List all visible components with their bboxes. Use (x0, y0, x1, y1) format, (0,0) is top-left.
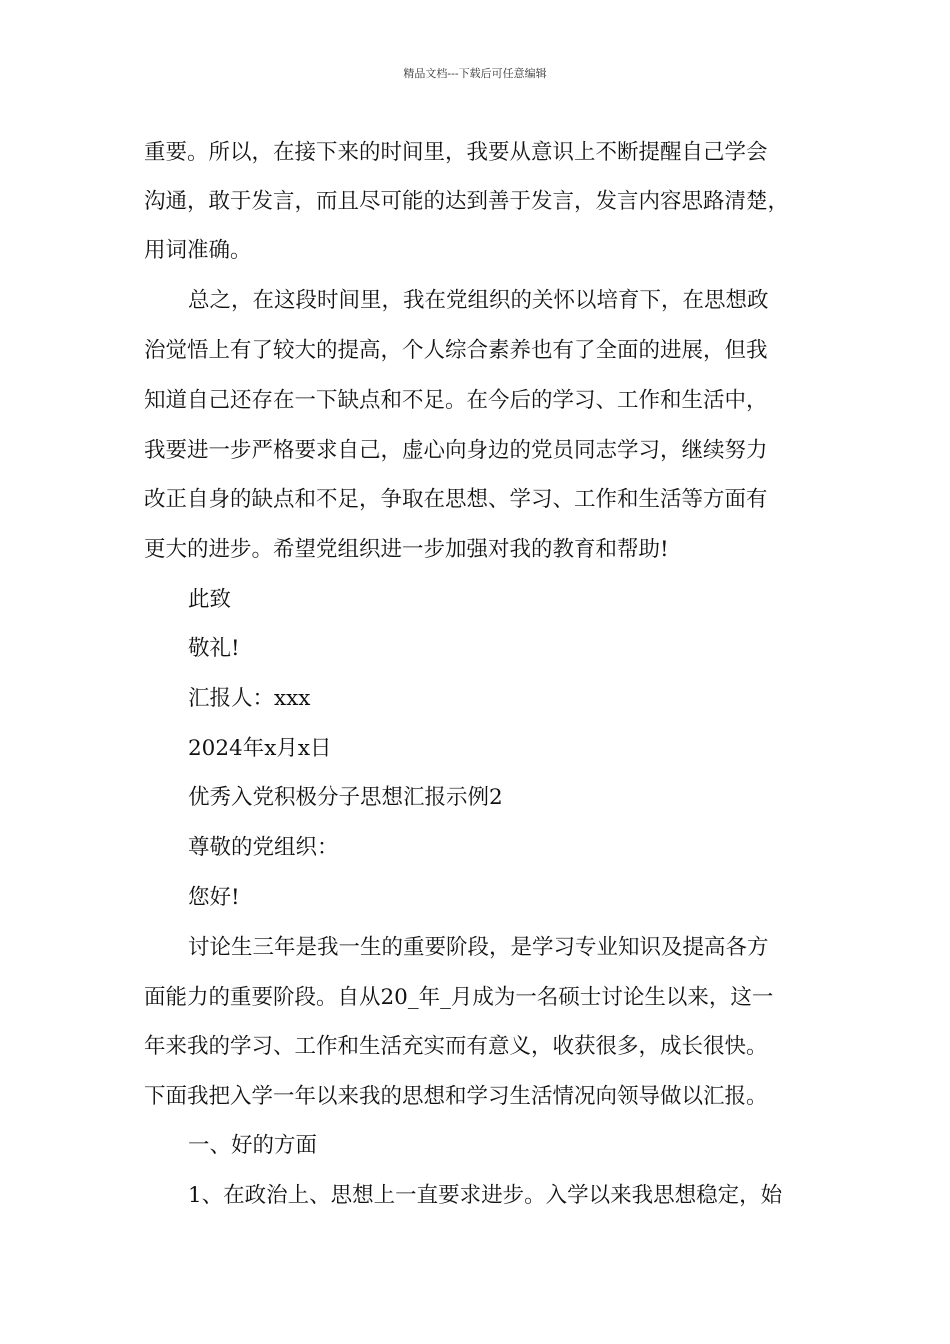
text-line: 一、好的方面 (188, 1133, 318, 1158)
text-line: 敬礼! (188, 636, 240, 661)
text-line: 汇报人：xxx (188, 686, 311, 711)
text-line: 知道自己还存在一下缺点和不足。在今后的学习、工作和生活中， (144, 388, 768, 413)
text-line: 年来我的学习、工作和生活充实而有意义，收获很多，成长很快。 (144, 1034, 768, 1059)
text-line: 面能力的重要阶段。自从20_年_月成为一名硕士讨论生以来，这一 (144, 985, 774, 1010)
text-line: 您好! (188, 885, 240, 910)
text-line: 沟通，敢于发言，而且尽可能的达到善于发言，发言内容思路清楚， (144, 189, 790, 214)
text-line: 更大的进步。希望党组织进一步加强对我的教育和帮助! (144, 537, 669, 562)
text-line: 用词准确。 (144, 238, 252, 263)
text-line: 下面我把入学一年以来我的思想和学习生活情况向领导做以汇报。 (144, 1084, 768, 1109)
text-line: 我要进一步严格要求自己，虚心向身边的党员同志学习，继续努力 (144, 438, 768, 463)
text-line: 重要。所以，在接下来的时间里，我要从意识上不断提醒自己学会 (144, 140, 768, 165)
text-line: 讨论生三年是我一生的重要阶段，是学习专业知识及提高各方 (188, 935, 769, 960)
text-line: 治觉悟上有了较大的提高，个人综合素养也有了全面的进展，但我 (144, 338, 768, 363)
text-line: 1、在政治上、思想上一直要求进步。入学以来我思想稳定，始 (188, 1183, 783, 1208)
text-line: 此致 (188, 587, 232, 612)
text-line: 总之，在这段时间里，我在党组织的关怀以培育下，在思想政 (188, 288, 769, 313)
page-header: 精品文档---下载后可任意编辑 (403, 67, 547, 80)
text-line: 改正自身的缺点和不足，争取在思想、学习、工作和生活等方面有 (144, 487, 768, 512)
text-line: 优秀入党积极分子思想汇报示例2 (188, 785, 503, 810)
text-line: 尊敬的党组织： (188, 835, 339, 860)
text-line: 2024年x月x日 (188, 736, 332, 761)
